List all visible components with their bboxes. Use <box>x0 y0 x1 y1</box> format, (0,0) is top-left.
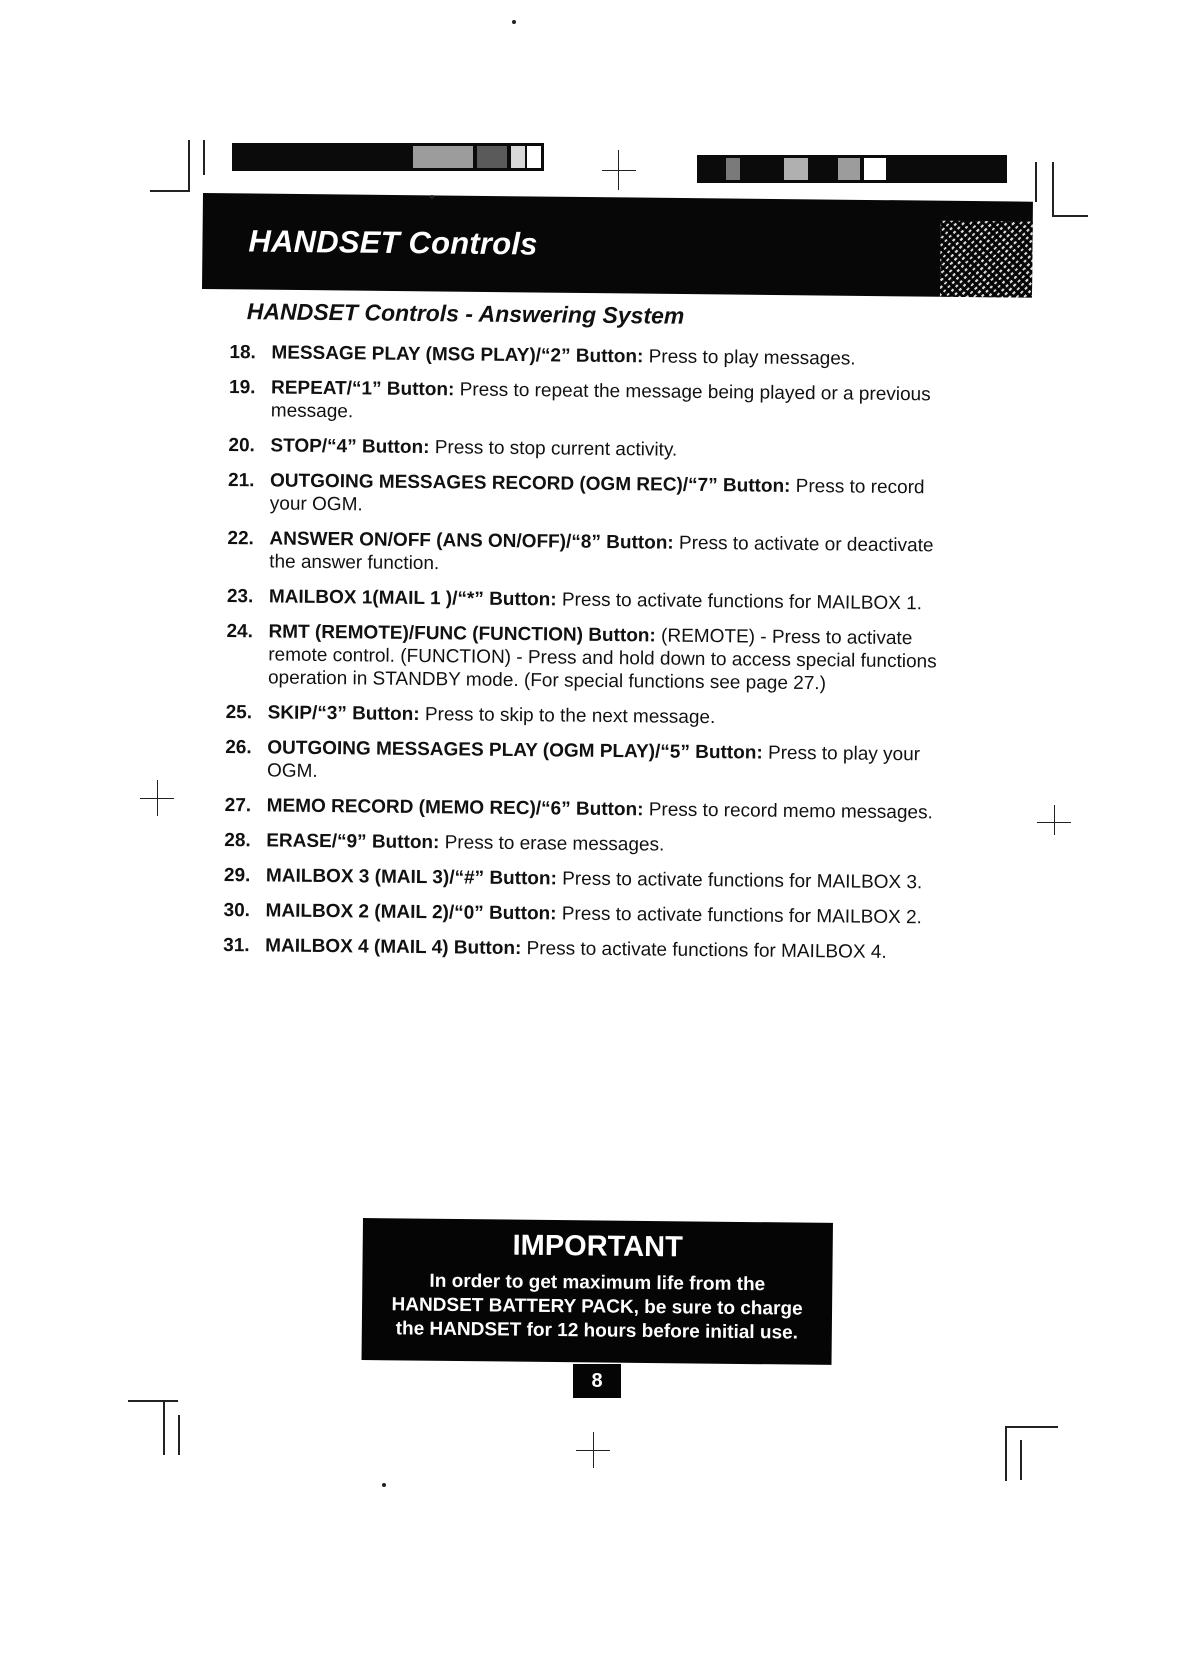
important-line: the HANDSET for 12 hours before initial use. <box>395 1318 799 1344</box>
item-description: Press to repeat the message being played or a previous message. <box>270 379 931 423</box>
list-item <box>225 736 945 790</box>
item-number: 21. <box>227 469 255 492</box>
item-label: OUTGOING MESSAGES RECORD (OGM REC)/“7” Button: <box>269 470 791 497</box>
list-item <box>226 701 946 732</box>
crop-mark-top-left-vertical-2 <box>203 140 205 175</box>
list-item <box>223 899 943 930</box>
list-item <box>227 585 947 616</box>
item-number: 24. <box>226 620 254 643</box>
section-title: HANDSET Controls - Answering System <box>246 298 685 329</box>
item-description: Press to record your OGM. <box>269 475 925 516</box>
item-number: 28. <box>224 829 251 852</box>
crop-mark-bottom-right-vertical-2 <box>1020 1440 1022 1480</box>
crop-mark-bottom-left-vertical <box>163 1400 165 1455</box>
list-item <box>228 469 948 523</box>
crop-mark-top-left <box>150 190 190 192</box>
item-label: REPEAT/“1” Button: <box>270 377 455 401</box>
page-number: 8 <box>573 1364 621 1398</box>
registration-cross-left-v <box>157 780 158 816</box>
item-number: 31. <box>223 934 250 957</box>
item-label: STOP/“4” Button: <box>270 435 430 459</box>
crop-mark-bottom-left-vertical-2 <box>178 1415 180 1455</box>
color-bar-swatch <box>838 158 860 180</box>
crop-mark-top-left-vertical <box>188 140 190 190</box>
item-label: MAILBOX 1(MAIL 1 )/“*” Button: <box>268 586 557 611</box>
registration-cross-bottom-v <box>593 1432 594 1468</box>
list-item <box>229 341 949 372</box>
important-line: In order to get maximum life from the <box>429 1270 766 1296</box>
item-description: (REMOTE) - Press to activate remote control. (FUNCTION) - Press and hold down to access special functions operation in STANDBY mode. (For special functions see page 27.) <box>267 625 937 695</box>
crop-mark-top-right-vertical-2 <box>1052 162 1054 217</box>
crop-mark-bottom-left <box>128 1400 178 1402</box>
item-description: Press to skip to the next message. <box>419 704 716 729</box>
registration-cross-top <box>602 170 636 171</box>
item-number: 29. <box>223 864 251 887</box>
list-item <box>226 620 947 697</box>
color-bar-swatch <box>784 158 808 180</box>
color-bar-swatch <box>413 146 473 168</box>
list-item <box>223 934 943 965</box>
item-number: 22. <box>227 527 255 550</box>
item-label: MEMO RECORD (MEMO REC)/“6” Button: <box>266 795 644 821</box>
scan-speck <box>382 1483 386 1487</box>
item-number: 30. <box>223 899 251 922</box>
color-bar-swatch <box>864 158 886 180</box>
item-number: 19. <box>228 376 256 399</box>
item-description: Press to activate functions for MAILBOX 3. <box>556 868 923 894</box>
list-item <box>228 434 948 465</box>
registration-cross-top-v <box>618 150 619 190</box>
scan-speck <box>430 195 434 199</box>
registration-cross-right-v <box>1054 805 1055 835</box>
item-description: Press to stop current activity. <box>429 437 678 461</box>
item-label: ANSWER ON/OFF (ANS ON/OFF)/“8” Button: <box>269 528 674 554</box>
item-label: MAILBOX 4 (MAIL 4) Button: <box>265 935 522 960</box>
item-description: Press to activate functions for MAILBOX 1. <box>556 589 923 615</box>
page-title: HANDSET Controls <box>248 223 538 262</box>
item-label: SKIP/“3” Button: <box>267 702 420 726</box>
controls-list <box>223 341 949 965</box>
registration-pattern <box>940 221 1033 298</box>
list-item <box>224 864 944 895</box>
header-banner <box>202 193 1033 298</box>
item-number: 18. <box>229 341 256 364</box>
scan-speck <box>512 20 516 24</box>
item-label: MAILBOX 2 (MAIL 2)/“0” Button: <box>265 900 557 925</box>
color-bar-swatch <box>726 158 740 180</box>
list-item <box>225 794 945 825</box>
color-bar-swatch <box>511 146 525 168</box>
item-label: OUTGOING MESSAGES PLAY (OGM PLAY)/“5” Button: <box>267 737 763 764</box>
important-body <box>362 1269 833 1346</box>
item-number: 26. <box>225 736 252 759</box>
color-bar-swatch <box>527 146 541 168</box>
printer-color-bar-right <box>697 155 1007 183</box>
item-description: Press to activate or deactivate the answer function. <box>269 532 934 575</box>
crop-mark-bottom-right <box>1005 1426 1058 1428</box>
item-label: ERASE/“9” Button: <box>266 830 440 854</box>
item-description: Press to erase messages. <box>439 832 665 856</box>
important-notice <box>362 1218 833 1365</box>
item-description: Press to play messages. <box>643 346 856 370</box>
main-content <box>223 298 950 977</box>
item-description: Press to activate functions for MAILBOX 2. <box>556 903 923 929</box>
printer-color-bar-left <box>232 143 544 171</box>
item-description: Press to play your OGM. <box>266 742 921 782</box>
item-number: 23. <box>226 585 254 608</box>
important-line: HANDSET BATTERY PACK, be sure to charge <box>391 1294 803 1320</box>
list-item <box>224 829 944 860</box>
list-item <box>227 527 947 581</box>
important-title: IMPORTANT <box>512 1229 683 1264</box>
item-number: 27. <box>224 794 252 817</box>
item-label: RMT (REMOTE)/FUNC (FUNCTION) Button: <box>268 621 656 647</box>
item-number: 25. <box>225 701 253 724</box>
color-bar-swatch <box>477 146 507 168</box>
crop-mark-top-right-vertical <box>1035 162 1037 202</box>
item-description: Press to record memo messages. <box>643 799 933 824</box>
item-label: MAILBOX 3 (MAIL 3)/“#” Button: <box>265 865 558 890</box>
crop-mark-bottom-right-vertical <box>1005 1426 1007 1481</box>
list-item <box>229 376 949 430</box>
item-label: MESSAGE PLAY (MSG PLAY)/“2” Button: <box>271 342 644 368</box>
item-description: Press to activate functions for MAILBOX 4. <box>521 938 887 963</box>
item-number: 20. <box>228 434 255 457</box>
crop-mark-top-right <box>1053 215 1088 217</box>
